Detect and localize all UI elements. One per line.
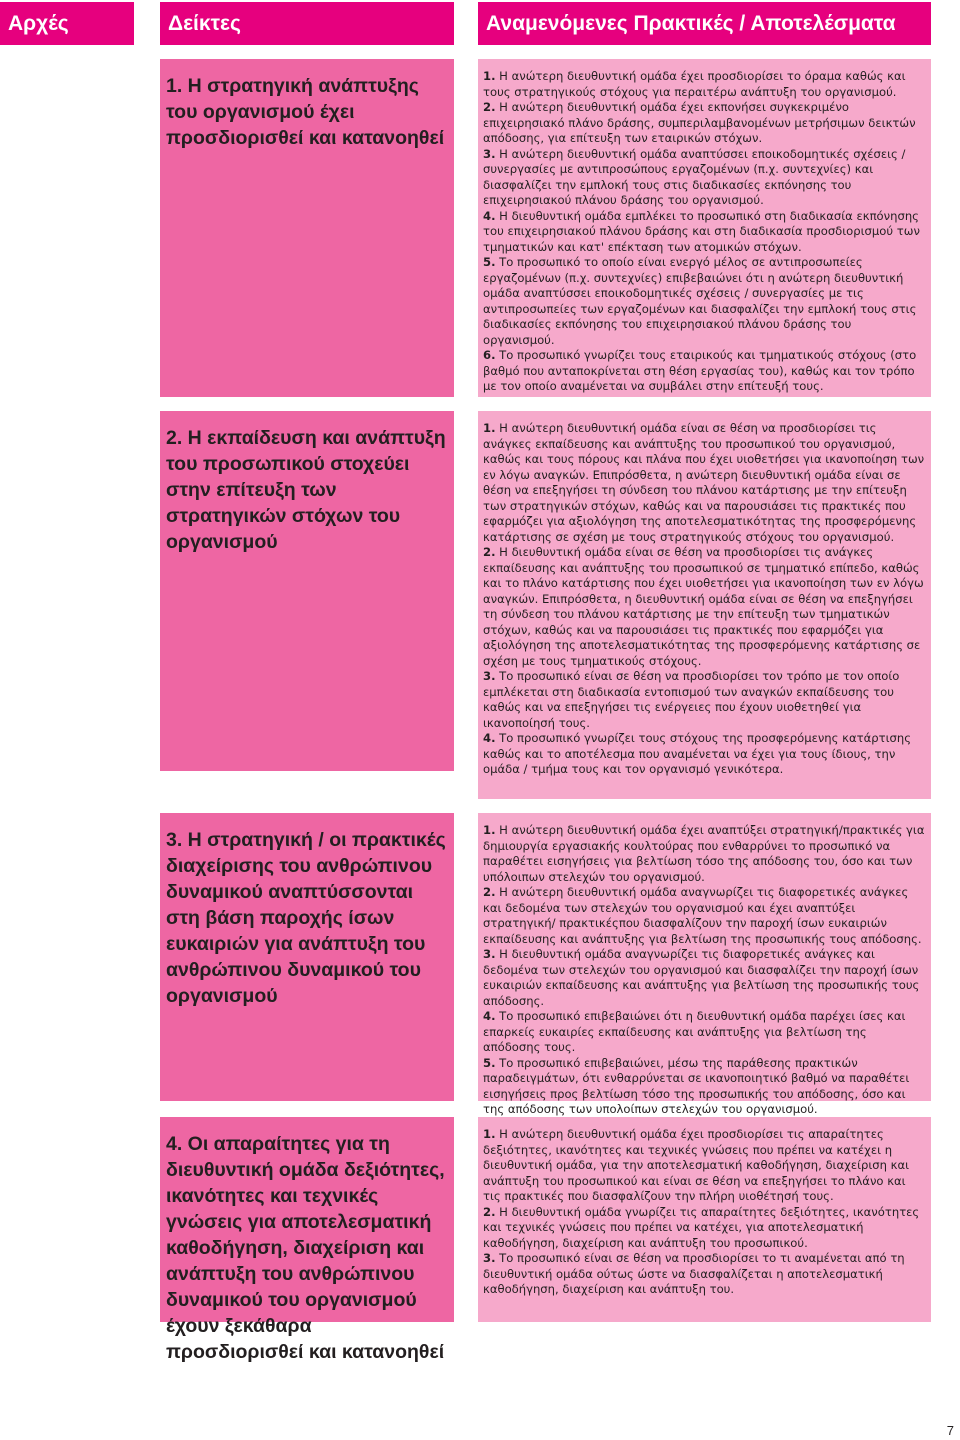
result-item-text: Το προσωπικό επιβεβαιώνει, μέσω της παράθεσης πρακτικών παραδειγμάτων, ότι ενθαρρύνεται σε ικανοποιητικό βαθμό να παραθέτει εισηγήσεις προς βελτίωση τόσο της προσωπικής του απόδοσης, όσο και της απόδοσης των υπολοίπων στελεχών του οργανισμού. xyxy=(483,1055,910,1116)
result-item-number: 4. xyxy=(483,208,496,223)
column-header-indicators: Δείκτες xyxy=(160,2,454,45)
result-item xyxy=(483,69,925,100)
result-item-text: Το προσωπικό είναι σε θέση να προσδιορίσει το τι αναμένεται από τη διευθυντική ομάδα ούτως ώστε να διασφαλίζεται η αποτελεσματική καθοδήγηση, διαχείριση και ανάπτυξη του. xyxy=(483,1251,905,1296)
principle-column xyxy=(0,47,134,1322)
result-item-text: Η ανώτερη διευθυντική ομάδα έχει εκπονήσει συγκεκριμένο επιχειρησιακό πλάνο δράσης, συμπεριλαμβανομένων μετρήσιμων δεικτών απόδοσης, για επίτευξη των εταιρικών στόχων. xyxy=(483,100,916,145)
result-item-text: Η ανώτερη διευθυντική ομάδα αναπτύσσει εποικοδομητικές σχέσεις / συνεργασίες με αντιπροσώπους εργαζομένων (π.χ. συντεχνίες) και διασφαλίζει την εμπλοκή τους στις διαδικασίες εκπόνησης του επιχειρησιακού πλάνου δράσης του οργανισμού. xyxy=(483,146,906,207)
result-item-number: 2. xyxy=(483,545,496,559)
result-item xyxy=(483,1205,925,1252)
result-item-number: 3. xyxy=(483,146,496,161)
column-header-practices: Αναμενόμενες Πρακτικές / Αποτελέσματα xyxy=(478,2,931,45)
result-item xyxy=(483,731,925,778)
result-item-text: Η ανώτερη διευθυντική ομάδα έχει προσδιορίσει τις απαραίτητες δεξιότητες, ικανότητες και τεχνικές γνώσεις που πρέπει να κατέχει η διευθυντική ομάδα, για την αποτελεσματική καθοδήγηση, διαχείριση και ανάπτυξη του προσωπικού και είναι σε θέση να επεξηγήσει το πλάνο και τις πρακτικές που διασφαλίζουν την πλήρη υιοθέτησή τους. xyxy=(483,1127,910,1203)
result-item-number: 3. xyxy=(483,669,496,683)
result-item-number: 4. xyxy=(483,731,496,745)
result-item xyxy=(483,421,925,545)
result-item xyxy=(483,100,925,147)
results-block-2 xyxy=(478,411,931,799)
result-item-number: 6. xyxy=(483,348,496,362)
result-item xyxy=(483,669,925,731)
result-item-text: Το προσωπικό επιβεβαιώνει ότι η διευθυντική ομάδα παρέχει ίσες και επαρκείς ευκαιρίες εκπαίδευσης και ανάπτυξης για βελτίωση της απόδοσης τους. xyxy=(483,1009,906,1054)
result-item-text: Η ανώτερη διευθυντική ομάδα είναι σε θέση να προσδιορίσει τις ανάγκες εκπαίδευσης και ανάπτυξης του προσωπικού του οργανισμού, καθώς και τους πόρους και πλάνα που έχει υιοθετήσει για ικανοποίηση των εν λόγω αναγκών. Επιπρόσθετα, η ανώτερη διευθυντική ομάδα είναι σε θέση να επεξηγήσει τη σύνδεση του πλάνου κατάρτισης με την επίτευξη των στρατηγικών στόχων, καθώς και να παρουσιάσει τις πρακτικές που εφαρμόζει για αξιολόγηση της αποτελεσματικότητας της προσφερόμενης κατάρτισης σε σχέση με τους στρατηγικούς στόχους του οργανισμού. xyxy=(483,421,925,544)
result-item xyxy=(483,255,925,348)
indicator-3: 3. Η στρατηγική / οι πρακτικές διαχείρισης του ανθρώπινου δυναμικού αναπτύσσονται στη βάση παροχής ίσων ευκαιριών για ανάπτυξη του ανθρώπινου δυναμικού του οργανισμού xyxy=(160,813,454,1101)
result-item-number: 2. xyxy=(483,1204,496,1219)
result-item-text: Η ανώτερη διευθυντική ομάδα έχει προσδιορίσει το όραμα καθώς και τους στρατηγικούς στόχους για περαιτέρω ανάπτυξη του οργανισμού. xyxy=(483,69,906,99)
result-item xyxy=(483,1009,925,1056)
result-item xyxy=(483,1127,925,1205)
result-item-text: Το προσωπικό το οποίο είναι ενεργό μέλος σε αντιπροσωπείες εργαζομένων (π.χ. συντεχνίες) επιβεβαιώνει ότι η ανώτερη διευθυντική ομάδα αναπτύσσει εποικοδομητικές σχέσεις / συνεργασίες με τις αντιπροσωπείες των εργαζομένων και διασφαλίζει την εμπλοκή τους στις διαδικασίες εκπόνησης του επιχειρησιακού πλάνου δράσης του οργανισμού. xyxy=(483,255,917,347)
indicator-1: 1. Η στρατηγική ανάπτυξης του οργανισμού έχει προσδιορισθεί και κατανοηθεί xyxy=(160,59,454,397)
result-item-number: 4. xyxy=(483,1009,496,1023)
indicator-2: 2. Η εκπαίδευση και ανάπτυξη του προσωπικού στοχεύει στην επίτευξη των στρατηγικών στόχων του οργανισμού xyxy=(160,411,454,771)
result-item-number: 1. xyxy=(483,1127,496,1141)
result-item xyxy=(483,545,925,669)
results-block-4 xyxy=(478,1117,931,1322)
result-item xyxy=(483,885,925,947)
result-item xyxy=(483,348,925,395)
result-item xyxy=(483,1251,925,1298)
principle-text xyxy=(0,47,20,1322)
result-item xyxy=(483,823,925,885)
result-item-text: Η διευθυντική ομάδα είναι σε θέση να προσδιορίσει τις ανάγκες εκπαίδευσης και ανάπτυξης του προσωπικού σε τμηματικό επίπεδο, καθώς και το πλάνο κατάρτισης που έχει υιοθετήσει για ικανοποίηση των εν λόγω αναγκών. Επιπρόσθετα, η διευθυντική ομάδα είναι σε θέση να επεξηγήσει τη σύνδεση του πλάνου κατάρτισης με την επίτευξη των τμηματικών στόχων, καθώς και να παρουσιάσει τις πρακτικές που εφαρμόζει για αξιολόγηση της αποτελεσματικότητας της προσφερόμενης κατάρτισης σε σχέση με τους τμηματικούς στόχους. xyxy=(483,545,924,668)
result-item-number: 5. xyxy=(483,255,496,269)
page-number: 7 xyxy=(946,1423,954,1438)
result-item-number: 3. xyxy=(483,1251,496,1265)
result-item-number: 3. xyxy=(483,947,496,961)
result-item-text: Το προσωπικό είναι σε θέση να προσδιορίσει τον τρόπο με τον οποίο εμπλέκεται στη διαδικασία εντοπισμού των αναγκών εκπαίδευσης του καθώς και να επεξηγήσει τις ενέργειες που έχουν υιοθετηθεί για ικανοποίησή τους. xyxy=(483,669,900,730)
results-block-1 xyxy=(478,59,931,397)
column-header-principles: Αρχές xyxy=(0,2,134,45)
result-item xyxy=(483,147,925,209)
result-item-number: 1. xyxy=(483,823,496,837)
result-item-text: Το προσωπικό γνωρίζει τους εταιρικούς και τμηματικούς στόχους (στο βαθμό που ανταποκρίνεται στη θέση εργασίας του), καθώς και τον τρόπο με τον οποίο αναμένεται να συμβάλει στην επίτευξή τους. xyxy=(483,348,917,393)
result-item-text: Η διευθυντική ομάδα εμπλέκει το προσωπικό στη διαδικασία εκπόνησης του επιχειρησιακού πλάνου δράσης και στη διαδικασία προσδιορισμού των τμηματικών και κατ' επέκταση των ατομικών στόχων. xyxy=(483,208,920,254)
result-item xyxy=(483,1056,925,1118)
indicator-4: 4. Οι απαραίτητες για τη διευθυντική ομάδα δεξιότητες, ικανότητες και τεχνικές γνώσεις για αποτελεσματική καθοδήγηση, διαχείριση και ανάπτυξη του ανθρώπινου δυναμικού του οργανισμού έχουν ξεκάθαρα προσδιορισθεί και κατανοηθεί xyxy=(160,1117,454,1322)
result-item-text: Η διευθυντική ομάδα αναγνωρίζει τις διαφορετικές ανάγκες και δεδομένα των στελεχών του οργανισμού και διασφαλίζει την παροχή ίσων ευκαιριών εκπαίδευσης και ανάπτυξης για βελτίωση της προσωπικής τους απόδοσης. xyxy=(483,947,920,1008)
result-item xyxy=(483,209,925,256)
result-item-number: 5. xyxy=(483,1055,496,1070)
result-item-text: Η ανώτερη διευθυντική ομάδα αναγνωρίζει τις διαφορετικές ανάγκες και δεδομένα των στελεχών του οργανισμού και έχει αναπτύξει στρατηγική/ πρακτικέςπου διασφαλίζουν την παροχή ίσων ευκαιριών εκπαίδευσης και ανάπτυξης για βελτίωση της προσωπικής τους απόδοσης. xyxy=(483,885,922,946)
result-item-text: Η ανώτερη διευθυντική ομάδα έχει αναπτύξει στρατηγική/πρακτικές για δημιουργία εργασιακής κουλτούρας που ενθαρρύνει το προσωπικό να παραθέτει εισηγήσεις για βελτίωση τόσο της απόδοσης του, όσο και των υπόλοιπων στελεχών του οργανισμού. xyxy=(483,823,925,884)
result-item xyxy=(483,947,925,1009)
results-block-3 xyxy=(478,813,931,1116)
result-item-text: Το προσωπικό γνωρίζει τους στόχους της προσφερόμενης κατάρτισης καθώς και το αποτέλεσμα που αναμένεται να έχει για τους ίδιους, την ομάδα / τμήμα τους και τον οργανισμό γενικότερα. xyxy=(483,731,912,776)
result-item-number: 2. xyxy=(483,885,496,899)
result-item-number: 1. xyxy=(483,421,496,435)
result-item-text: Η διευθυντική ομάδα γνωρίζει τις απαραίτητες δεξιότητες, ικανότητες και τεχνικές γνώσεις που πρέπει να κατέχει, για αποτελεσματική καθοδήγηση, διαχείριση και ανάπτυξη του προσωπικού. xyxy=(483,1204,920,1250)
result-item-number: 2. xyxy=(483,100,496,114)
result-item-number: 1. xyxy=(483,69,496,83)
